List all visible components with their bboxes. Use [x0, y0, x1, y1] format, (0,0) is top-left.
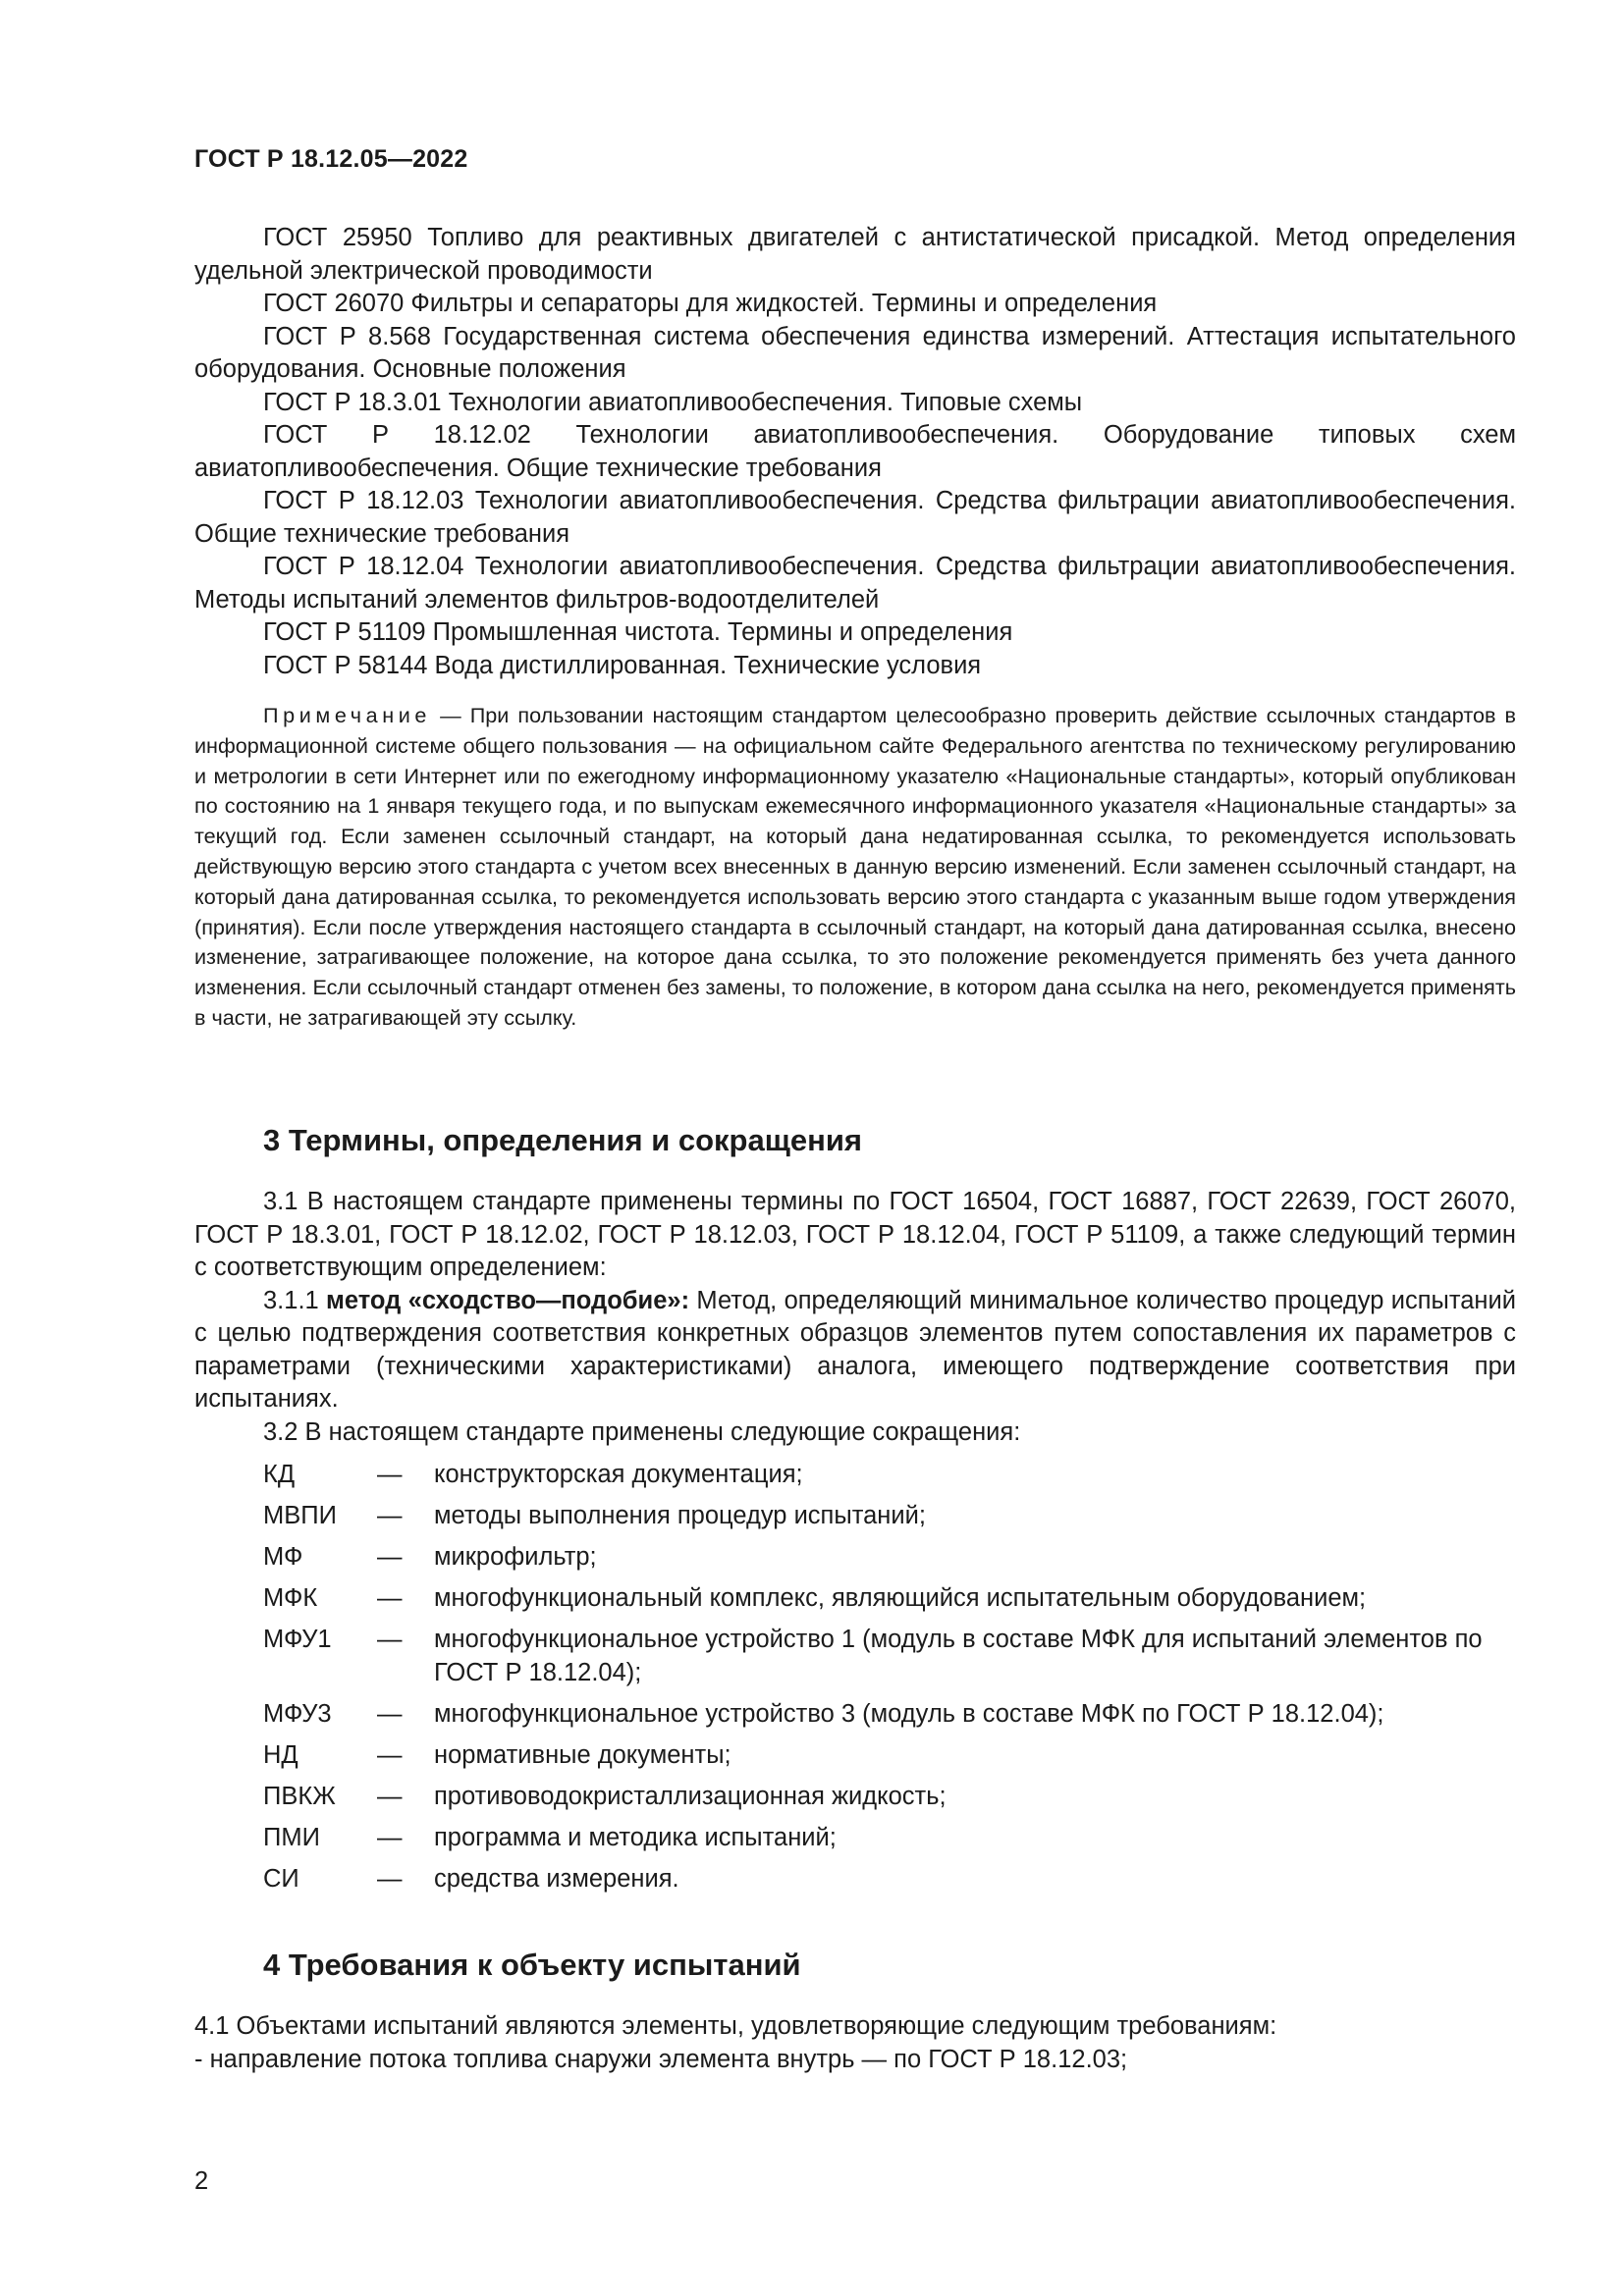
reference-item: ГОСТ Р 51109 Промышленная чистота. Термины и определения: [263, 618, 1013, 646]
abbreviation-definition: методы выполнения процедур испытаний;: [434, 1502, 926, 1529]
requirement-item: - направление потока топлива снаружи элемента внутрь — по ГОСТ Р 18.12.03;: [194, 2045, 1128, 2073]
reference-item: ГОСТ Р 8.568 Государственная система обеспечения единства измерений. Аттестация испытательного оборудования. Основные положения: [194, 322, 1516, 383]
term-number: 3.1.1: [263, 1286, 327, 1314]
abbreviation-definition: противоводокристаллизационная жидкость;: [434, 1782, 947, 1810]
abbreviation-code: МФК: [263, 1584, 318, 1612]
abbreviation-dash: —: [377, 1584, 403, 1612]
abbreviation-row: [263, 1459, 1516, 1492]
abbreviation-code: СИ: [263, 1864, 299, 1893]
clause-3-1-1: [194, 1285, 1516, 1416]
abbreviation-code: МВПИ: [263, 1502, 337, 1529]
abbreviation-code: МФУ3: [263, 1699, 332, 1728]
abbreviation-code: КД: [263, 1461, 296, 1488]
note-paragraph: [194, 701, 1516, 1034]
term-definition: Метод, определяющий минимальное количество процедур испытаний с целью подтверждения соответствия конкретных образцов элементов путем сопоставления их параметров с параметрами (техническими характеристиками) аналога, имеющего подтверждение соответствия при испытаниях.: [194, 1286, 1516, 1413]
abbreviation-dash: —: [377, 1626, 403, 1653]
abbreviation-definition: средства измерения.: [434, 1864, 679, 1893]
page-number: 2: [194, 2167, 209, 2195]
note-block: [194, 701, 1516, 1034]
abbreviation-definition: нормативные документы;: [434, 1740, 731, 1769]
abbreviation-row: [263, 1781, 1516, 1814]
reference-item: ГОСТ 26070 Фильтры и сепараторы для жидкостей. Термины и определения: [263, 290, 1158, 317]
section-4-body: [194, 2010, 1516, 2076]
abbreviation-dash: —: [377, 1543, 403, 1571]
abbreviation-dash: —: [377, 1740, 403, 1769]
abbreviation-definition: конструкторская документация;: [434, 1461, 803, 1488]
abbreviation-definition: многофункциональный комплекс, являющийся испытательным оборудованием;: [434, 1584, 1367, 1612]
abbreviation-row: [263, 1863, 1516, 1896]
abbreviation-row: [263, 1582, 1516, 1616]
abbreviation-definition: микрофильтр;: [434, 1543, 597, 1571]
abbreviation-dash: —: [377, 1461, 403, 1488]
abbreviation-dash: —: [377, 1502, 403, 1529]
section-3-title: 3 Термины, определения и сокращения: [263, 1123, 862, 1157]
clause-3-1: 3.1 В настоящем стандарте применены термины по ГОСТ 16504, ГОСТ 16887, ГОСТ 22639, ГОСТ 26070, ГОСТ Р 18.3.01, ГОСТ Р 18.12.02, ГОСТ Р 18.12.03, ГОСТ Р 18.12.04, ГОСТ Р 51109, а также следующий термин с соответствующим определением:: [194, 1188, 1516, 1281]
abbreviation-row: [263, 1624, 1516, 1689]
abbreviation-row: [263, 1739, 1516, 1773]
reference-item: ГОСТ Р 18.12.02 Технологии авиатопливообеспечения. Оборудование типовых схем авиатопливообеспечения. Общие технические требования: [194, 421, 1516, 482]
abbreviation-definition: программа и методика испытаний;: [434, 1823, 837, 1851]
reference-item: ГОСТ Р 18.3.01 Технологии авиатопливообеспечения. Типовые схемы: [263, 388, 1083, 416]
abbreviation-code: МФ: [263, 1543, 303, 1571]
section-3-body: [194, 1186, 1516, 1449]
note-text: — При пользовании настоящим стандартом целесообразно проверить действие ссылочных стандартов в информационной системе общего пользования — на официальном сайте Федерального агентства по техническому регулированию и метрологии в сети Интернет или по ежегодному информационному указателю «Национальные стандарты», который опубликован по состоянию на 1 января текущего года, и по выпускам ежемесячного информационного указателя «Национальные стандарты» за текущий год. Если заменен ссылочный стандарт, на который дана недатированная ссылка, то рекомендуется использовать действующую версию этого стандарта с учетом всех внесенных в данную версию изменений. Если заменен ссылочный стандарт, на который дана датированная ссылка, то рекомендуется использовать версию этого стандарта с указанным выше годом утверждения (принятия). Если после утверждения настоящего стандарта в ссылочный стандарт, на который дана датированная ссылка, внесено изменение, затрагивающее положение, на которое дана ссылка, то это положение рекомендуется применять без учета данного изменения. Если ссылочный стандарт отменен без замены, то положение, в котором дана ссылка на него, рекомендуется применять в части, не затрагивающей эту ссылку.: [194, 703, 1516, 1030]
note-label: Примечание: [263, 703, 431, 727]
abbreviation-dash: —: [377, 1699, 403, 1728]
abbreviation-row: [263, 1822, 1516, 1855]
abbreviations-list: [263, 1459, 1516, 1904]
abbreviation-code: МФУ1: [263, 1626, 332, 1653]
normative-references-list: [194, 222, 1516, 682]
reference-item: ГОСТ 25950 Топливо для реактивных двигателей с антистатической присадкой. Метод определения удельной электрической проводимости: [194, 224, 1516, 285]
abbreviation-row: [263, 1698, 1516, 1732]
abbreviation-row: [263, 1541, 1516, 1575]
reference-item: ГОСТ Р 18.12.04 Технологии авиатопливообеспечения. Средства фильтрации авиатопливообеспечения. Методы испытаний элементов фильтров-водоотделителей: [194, 553, 1516, 614]
reference-item: ГОСТ Р 18.12.03 Технологии авиатопливообеспечения. Средства фильтрации авиатопливообеспечения. Общие технические требования: [194, 487, 1516, 548]
document-header: ГОСТ Р 18.12.05—2022: [194, 145, 468, 173]
abbreviation-code: НД: [263, 1740, 298, 1769]
abbreviation-row: [263, 1500, 1516, 1533]
reference-item: ГОСТ Р 58144 Вода дистиллированная. Технические условия: [263, 651, 982, 679]
abbreviation-dash: —: [377, 1782, 403, 1810]
abbreviation-definition: многофункциональное устройство 1 (модуль в составе МФК для испытаний элементов по ГОСТ Р 18.12.04);: [434, 1626, 1483, 1686]
clause-4-1: 4.1 Объектами испытаний являются элементы, удовлетворяющие следующим требованиям:: [194, 2012, 1277, 2040]
abbreviation-dash: —: [377, 1864, 403, 1893]
term-name: метод «сходство—подобие»:: [326, 1286, 690, 1314]
abbreviation-code: ПВКЖ: [263, 1782, 336, 1810]
clause-3-2: 3.2 В настоящем стандарте применены следующие сокращения:: [263, 1417, 1021, 1446]
abbreviation-definition: многофункциональное устройство 3 (модуль в составе МФК по ГОСТ Р 18.12.04);: [434, 1699, 1384, 1728]
abbreviation-code: ПМИ: [263, 1823, 320, 1851]
section-4-title: 4 Требования к объекту испытаний: [263, 1948, 801, 1982]
abbreviation-dash: —: [377, 1823, 403, 1851]
